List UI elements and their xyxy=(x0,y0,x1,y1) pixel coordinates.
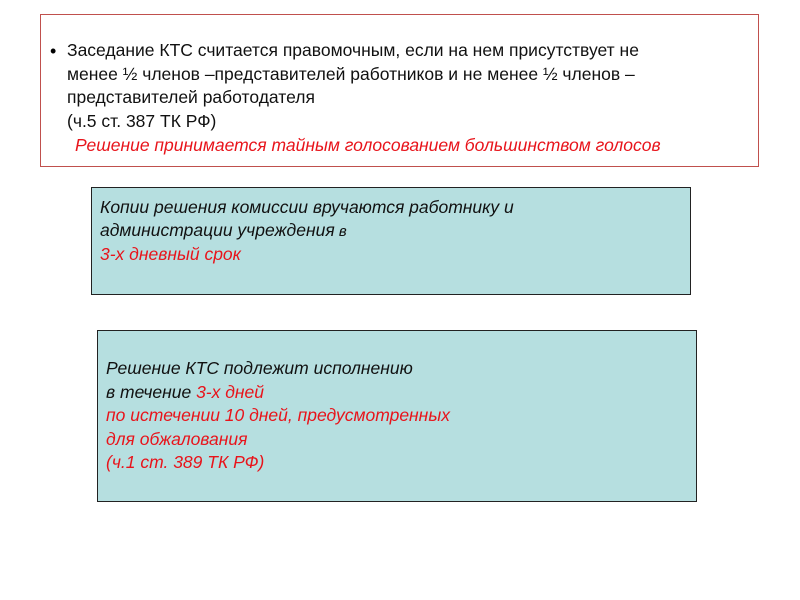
copies-line-1: Копии решения комиссии вручаются работнику и xyxy=(100,197,514,217)
exec-deadline: 3-х дней xyxy=(196,381,265,402)
copies-deadline: 3-х дневный срок xyxy=(100,244,241,264)
quorum-line-3: представителей работодателя xyxy=(67,87,315,107)
exec-citation: (ч.1 ст. 389 ТК РФ) xyxy=(106,452,265,472)
decision-copies-text xyxy=(100,196,514,266)
quorum-citation: (ч.5 ст. 387 ТК РФ) xyxy=(67,110,217,131)
quorum-line-2: менее ½ членов –представителей работников и не менее ½ членов – xyxy=(67,63,635,84)
quorum-rule-box xyxy=(40,14,759,167)
decision-execution-text xyxy=(106,357,450,475)
exec-line-2 xyxy=(106,381,450,405)
exec-line-3: по истечении 10 дней, предусмотренных xyxy=(106,405,450,425)
secret-ballot-note: Решение принимается тайным голосованием большинством голосов xyxy=(75,135,661,155)
exec-line-2-prefix: в течение xyxy=(106,381,197,402)
decision-copies-box xyxy=(91,187,691,295)
decision-execution-box xyxy=(97,330,697,502)
quorum-line-1: Заседание КТС считается правомочным, если на нем присутствует не xyxy=(67,40,639,60)
copies-line-2 xyxy=(100,219,514,243)
bullet-marker: • xyxy=(50,41,57,61)
exec-line-1: Решение КТС подлежит исполнению xyxy=(106,358,413,378)
exec-line-4: для обжалования xyxy=(106,428,248,449)
quorum-rule-text xyxy=(67,39,757,158)
copies-line-2-small: в xyxy=(334,223,347,240)
copies-line-2-main: администрации учреждения xyxy=(100,220,335,240)
